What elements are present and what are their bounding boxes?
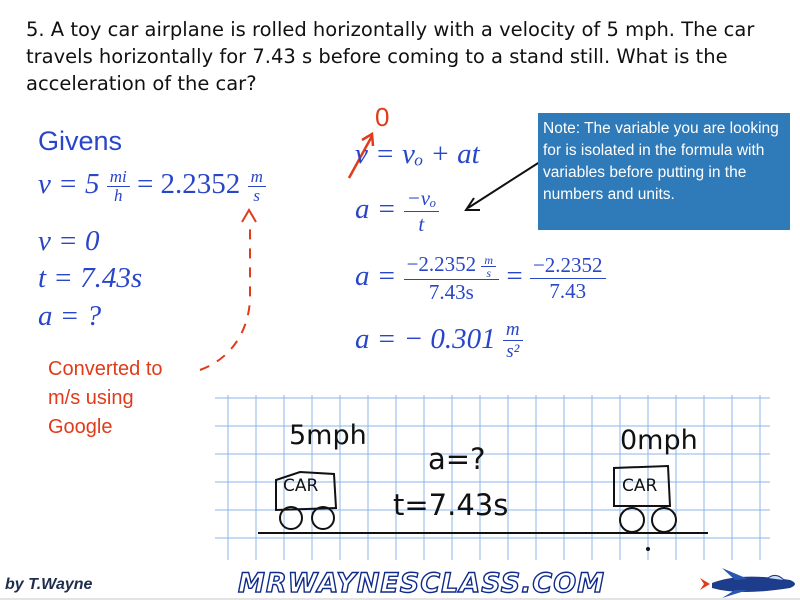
sketch-start-speed: 5mph <box>289 420 367 451</box>
isolated-equation <box>355 186 439 237</box>
v-initial-var: v = 5 <box>38 168 100 201</box>
rocket-logo-icon <box>700 568 795 598</box>
ms-unit-num: m <box>248 168 266 187</box>
simp-den: 7.43 <box>549 278 587 303</box>
sub-den: 7.43s <box>428 279 474 304</box>
sub-lhs: a = <box>355 260 397 292</box>
isolated-fraction <box>404 186 440 237</box>
sub-num-unit-num: m <box>481 254 496 267</box>
sub-num <box>404 252 500 280</box>
given-initial-velocity <box>38 168 266 205</box>
substituted-equation <box>355 252 606 305</box>
mph-unit-fraction <box>107 168 130 205</box>
simp-num: −2.2352 <box>530 253 606 279</box>
given-time: t = 7.43s <box>38 262 143 294</box>
conversion-note: Converted to m/s using Google <box>48 358 163 438</box>
sub-num-unit-den: s <box>486 265 492 280</box>
result-equation <box>355 320 523 363</box>
sub-num-value: −2.2352 <box>406 252 477 276</box>
problem-statement: 5. A toy car airplane is rolled horizontally with a velocity of 5 mph. The car travels horizontally for 7.43 s before coming to a stand still. What is the acceleration of the car? <box>26 18 755 95</box>
footer-site-logo: MRWAYNESCLASS.COM <box>238 568 606 599</box>
sketch-end-speed: 0mph <box>620 425 698 456</box>
red-dashed-arrow <box>200 210 256 370</box>
sketch-accel-label: a=? <box>428 442 486 476</box>
result-unit-den: s² <box>506 341 520 362</box>
car-right-label: CAR <box>622 476 658 496</box>
simplified-fraction <box>530 253 606 304</box>
isolated-den: t <box>418 212 425 236</box>
sub-fraction <box>404 252 500 305</box>
ms-unit-den: s <box>253 186 261 205</box>
car-left-label: CAR <box>283 476 319 496</box>
isolated-lhs: a = <box>355 193 397 226</box>
given-acceleration: a = ? <box>38 300 102 332</box>
given-final-velocity: v = 0 <box>38 225 100 257</box>
note-box: Note: The variable you are looking for is isolated in the formula with variables before putting in the numbers and units. <box>538 113 790 230</box>
givens-heading: Givens <box>38 126 123 156</box>
kinematic-formula: v = vₒ + at <box>355 138 480 170</box>
sketch-time-label: t=7.43s <box>393 488 509 522</box>
mph-unit-num: mi <box>107 168 130 187</box>
sub-equals: = <box>506 260 523 292</box>
result-unit-fraction <box>503 320 523 363</box>
footer-author: by T.Wayne <box>5 576 93 593</box>
sub-num-unit <box>481 254 496 279</box>
isolated-num: −vₒ <box>404 186 440 212</box>
result-lhs: a = − 0.301 <box>355 323 496 356</box>
result-unit-num: m <box>503 320 523 341</box>
ms-unit-fraction <box>248 168 266 205</box>
mph-unit-den: h <box>113 186 123 205</box>
final-velocity-zero-mark: 0 <box>375 102 390 132</box>
v-initial-si-value: = 2.2352 <box>136 168 241 201</box>
